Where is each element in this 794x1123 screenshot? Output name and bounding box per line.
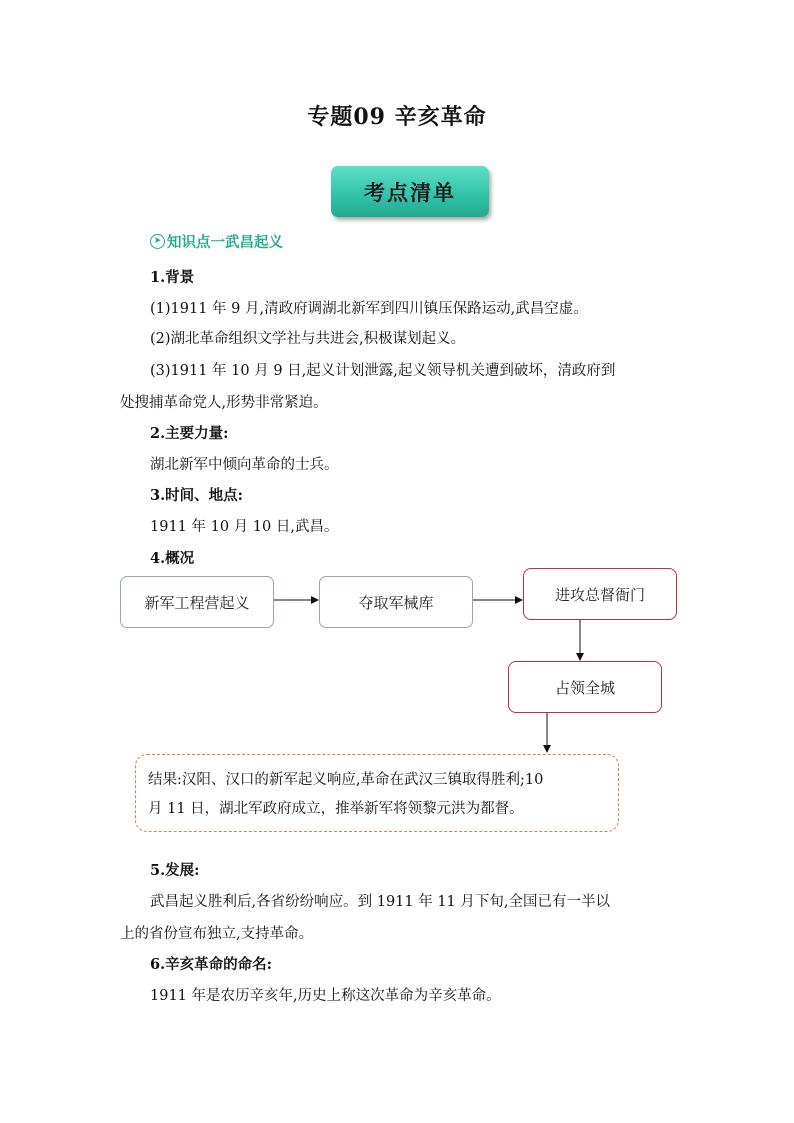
flow-step-4: 占领全城 [508,661,662,713]
result-line-1: 结果:汉阳、汉口的新军起义响应,革命在武汉三镇取得胜利;10 [148,772,544,788]
development-line-2: 上的省份宣布独立,支持革命。 [120,926,314,942]
knowledge-point-heading [150,230,283,252]
time-place-text: 1911 年 10 月 10 日,武昌。 [150,519,339,535]
flow-step-1: 新军工程营起义 [120,576,274,628]
result-box [135,754,619,832]
heading-development: 5.发展: [150,862,200,879]
result-line-2: 月 11 日，湖北军政府成立，推举新军将领黎元洪为都督。 [148,801,524,817]
development-line-1: 武昌起义胜利后,各省纷纷响应。到 1911 年 11 月下旬,全国已有一半以 [150,894,611,910]
heading-background: 1.背景 [150,269,195,286]
background-item-3: (3)1911 年 10 月 9 日,起义计划泄露,起义领导机关遭到破坏，清政府到 [150,363,616,379]
circle-arrow-icon: ➤ [150,234,165,249]
naming-text: 1911 年是农历辛亥年,历史上称这次革命为辛亥革命。 [150,988,501,1004]
background-item-1: (1)1911 年 9 月,清政府调湖北新军到四川镇压保路运动,武昌空虚。 [150,301,588,317]
flow-step-3: 进攻总督衙门 [523,568,677,620]
background-item-3-continued: 处搜捕革命党人,形势非常紧迫。 [120,395,328,411]
flow-step-2: 夺取军械库 [319,576,473,628]
banner-label: 考点清单 [364,179,456,205]
heading-time-place: 3.时间、地点: [150,487,243,504]
main-force-text: 湖北新军中倾向革命的士兵。 [150,457,339,473]
background-item-2: (2)湖北革命组织文学社与共进会,积极谋划起义。 [150,331,466,347]
section-banner [331,166,489,217]
heading-naming: 6.辛亥革命的命名: [150,956,272,973]
heading-main-force: 2.主要力量: [150,425,229,442]
heading-overview: 4.概况 [150,550,195,567]
page-title: 专题09 辛亥革命 [307,104,487,130]
knowledge-point-title: 知识点一武昌起义 [167,233,283,251]
